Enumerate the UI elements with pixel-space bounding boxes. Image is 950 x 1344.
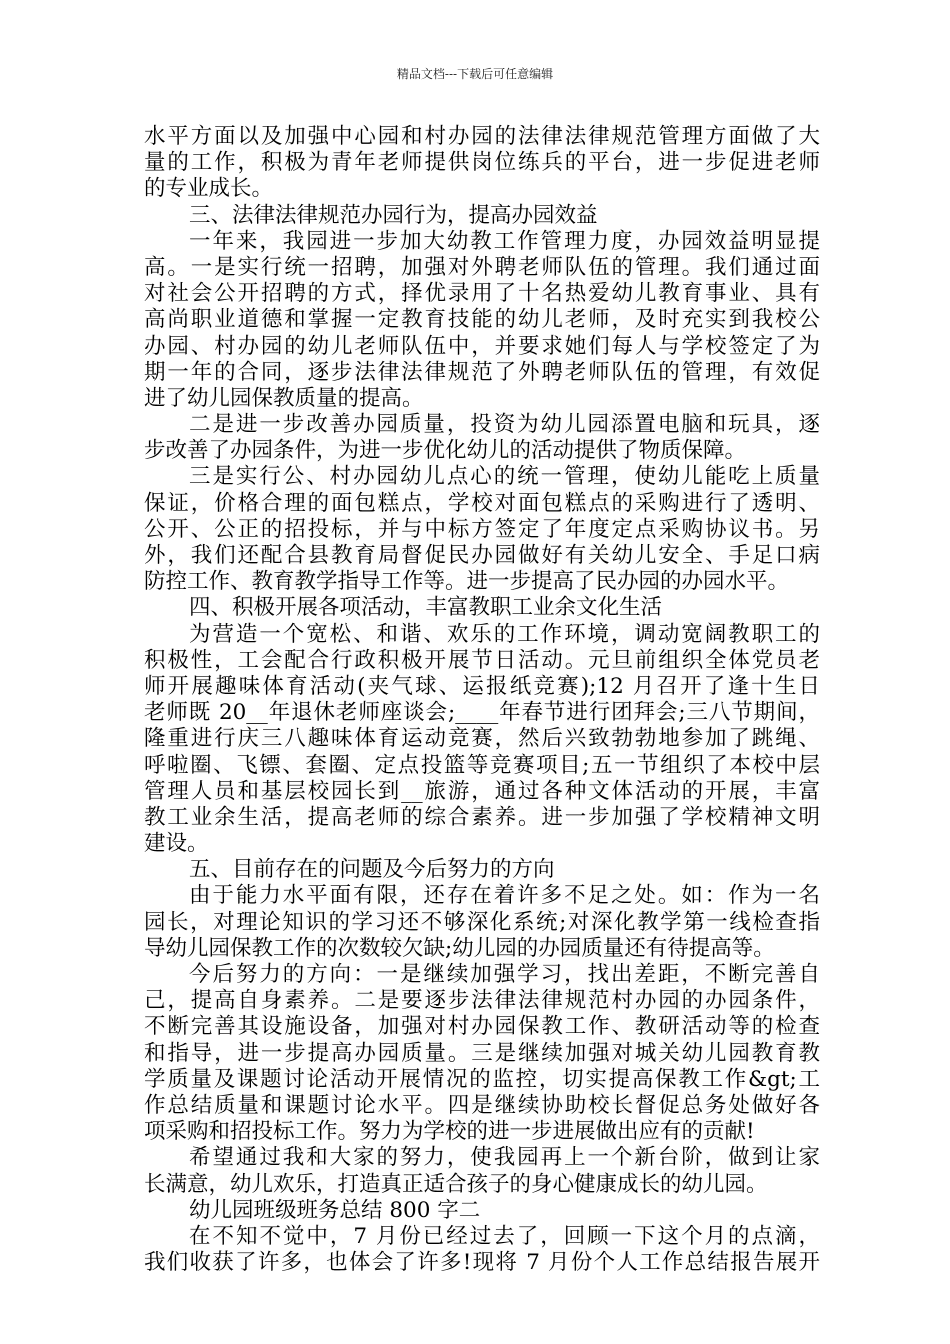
text-line: 希望通过我和大家的努力，使我园再上一个新台阶，做到让家 xyxy=(189,1145,820,1171)
text-line: 高尚职业道德和掌握一定教育技能的幼儿老师，及时充实到我校公 xyxy=(144,307,820,333)
text-line: 公开、公正的招投标，并与中标方签定了年度定点采购协议书。另 xyxy=(144,516,820,542)
text-line: 外，我们还配合县教育局督促民办园做好有关幼儿安全、手足口病 xyxy=(144,543,820,568)
text-line: 步改善了办园条件，为进一步优化幼儿的活动提供了物质保障。 xyxy=(144,438,747,464)
text-line: 教工业余生活，提高老师的综合素养。进一步加强了学校精神文明 xyxy=(144,804,820,830)
text-line: 幼儿园班级班务总结 800 字二 xyxy=(189,1197,481,1223)
text-line: 师开展趣味体育活动(夹气球、运报纸竞赛);12 月召开了逢十生日 xyxy=(144,673,820,699)
text-line: 期一年的合同，逐步法律法律规范了外聘老师队伍的管理，有效促 xyxy=(144,359,820,385)
text-line: 长满意，幼儿欢乐，打造真正适合孩子的身心健康成长的幼儿园。 xyxy=(144,1171,768,1197)
text-line: 学质量及课题讨论活动开展情况的监控，切实提高保教工作&gt;工 xyxy=(144,1066,820,1092)
text-line: 己，提高自身素养。二是要逐步法律法律规范村办园的办园条件， xyxy=(144,988,820,1014)
text-line: 在不知不觉中，7 月份已经过去了，回顾一下这个月的点滴， xyxy=(189,1223,820,1249)
text-line: 和指导，进一步提高办园质量。三是继续加强对城关幼儿园教育教 xyxy=(144,1040,820,1066)
text-line: 由于能力水平面有限，还存在着许多不足之处。如：作为一名 xyxy=(189,883,820,909)
page-header: 精品文档---下载后可任意编辑 xyxy=(396,67,554,81)
text-line: 水平方面以及加强中心园和村办园的法律法律规范管理方面做了大 xyxy=(144,124,820,149)
text-line: 的专业成长。 xyxy=(144,176,274,202)
text-line: 呼啦圈、飞镖、套圈、定点投篮等竞赛项目;五一节组织了本校中层 xyxy=(144,752,820,778)
text-line: 对社会公开招聘的方式，择优录用了十名热爱幼儿教育事业、具有 xyxy=(144,281,820,307)
text-line: 高。一是实行统一招聘，加强对外聘老师队伍的管理。我们通过面 xyxy=(144,254,820,280)
text-line: 五、目前存在的问题及今后努力的方向 xyxy=(189,857,555,883)
text-line: 项采购和招投标工作。努力为学校的进一步进展做出应有的贡献! xyxy=(144,1119,755,1145)
text-line: 导幼儿园保教工作的次数较欠缺;幼儿园的办园质量还有待提高等。 xyxy=(144,935,775,961)
text-line: 为营造一个宽松、和谐、欢乐的工作环境，调动宽阔教职工的 xyxy=(189,621,820,647)
text-line: 建设。 xyxy=(144,831,209,857)
text-line: 我们收获了许多，也体会了许多!现将 7 月份个人工作总结报告展开 xyxy=(144,1250,820,1276)
text-line: 保证，价格合理的面包糕点，学校对面包糕点的采购进行了透明、 xyxy=(144,490,820,516)
text-line: 防控工作、教育教学指导工作等。进一步提高了民办园的办园水平。 xyxy=(144,569,790,595)
text-line: 量的工作，积极为青年老师提供岗位练兵的平台，进一步促进老师 xyxy=(144,150,820,176)
text-line: 一年来，我园进一步加大幼教工作管理力度，办园效益明显提 xyxy=(189,228,820,254)
text-line: 老师既 20__年退休老师座谈会;____年春节进行团拜会;三八节期间， xyxy=(144,700,820,726)
text-line: 三、法律法律规范办园行为，提高办园效益 xyxy=(189,202,598,228)
text-line: 办园、村办园的幼儿老师队伍中，并要求她们每人与学校签定了为 xyxy=(144,333,820,359)
text-line: 管理人员和基层校园长到__旅游，通过各种文体活动的开展，丰富 xyxy=(144,778,820,804)
text-line: 进了幼儿园保教质量的提高。 xyxy=(144,385,424,411)
text-line: 园长，对理论知识的学习还不够深化系统;对深化教学第一线检查指 xyxy=(144,909,820,935)
text-line: 积极性，工会配合行政积极开展节日活动。元旦前组织全体党员老 xyxy=(144,647,820,673)
text-line: 今后努力的方向：一是继续加强学习，找出差距，不断完善自 xyxy=(189,962,820,987)
text-line: 二是进一步改善办园质量，投资为幼儿园添置电脑和玩具，逐 xyxy=(189,412,820,438)
text-line: 不断完善其设施设备，加强对村办园保教工作、教研活动等的检查 xyxy=(144,1014,820,1040)
text-line: 四、积极开展各项活动，丰富教职工业余文化生活 xyxy=(189,595,663,621)
text-line: 三是实行公、村办园幼儿点心的统一管理，使幼儿能吃上质量 xyxy=(189,464,820,490)
text-line: 隆重进行庆三八趣味体育运动竞赛，然后兴致勃勃地参加了跳绳、 xyxy=(144,726,820,752)
text-line: 作总结质量和课题讨论水平。四是继续协助校长督促总务处做好各 xyxy=(144,1092,820,1118)
document-body xyxy=(144,124,820,1276)
